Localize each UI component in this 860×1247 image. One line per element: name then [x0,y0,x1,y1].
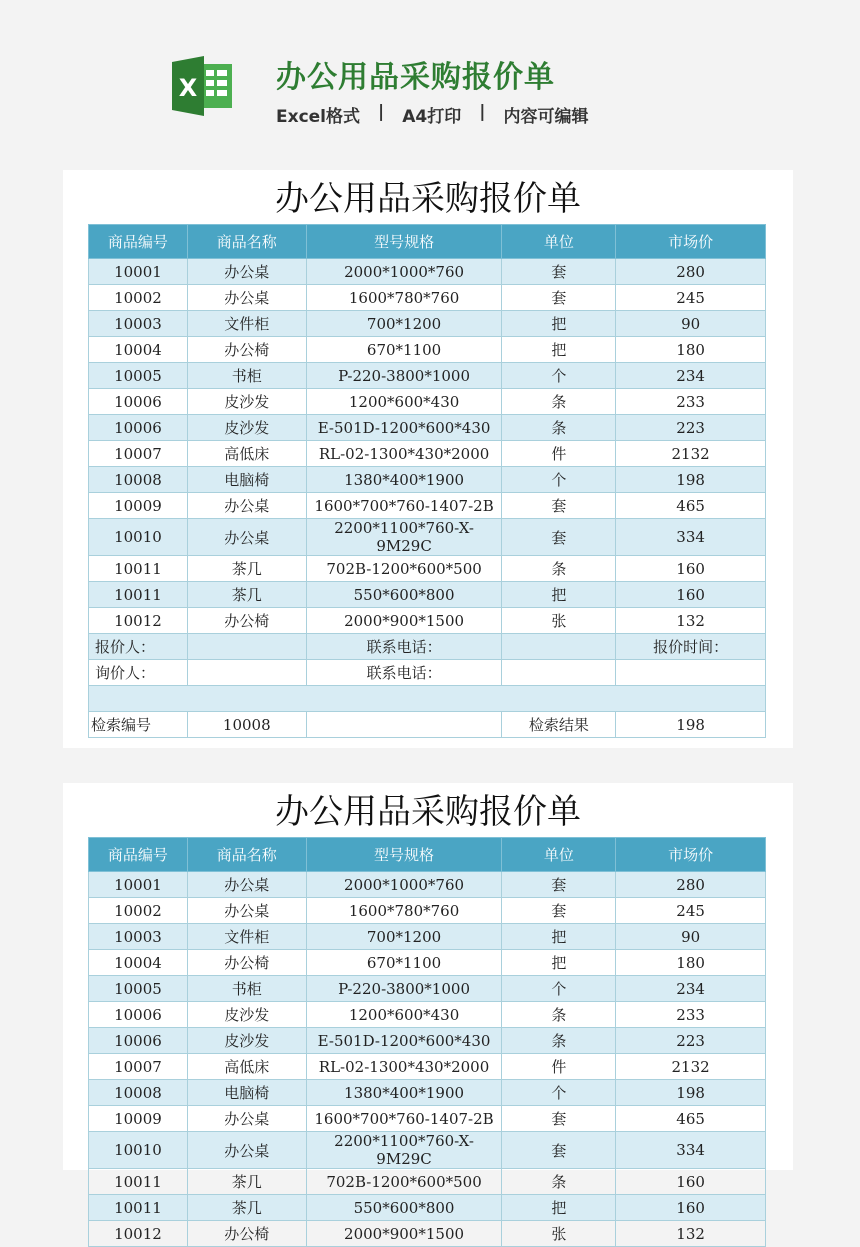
column-header: 商品编号 [89,838,188,872]
table-cell: 234 [616,976,766,1002]
table-cell: 670*1100 [306,337,502,363]
table-cell: RL-02-1300*430*2000 [306,441,502,467]
table-row [89,259,766,285]
tag-format: Excel格式 [276,107,361,127]
table-cell: 465 [616,1106,766,1132]
table-cell: 办公椅 [187,337,306,363]
table-cell: 条 [502,415,616,441]
table-cell: 334 [616,1132,766,1169]
sheet-title: 办公用品采购报价单 [275,792,581,832]
table-cell: 书柜 [187,976,306,1002]
table-cell: 套 [502,898,616,924]
table-row [89,582,766,608]
table-row [89,441,766,467]
sheet-preview-1 [63,170,793,748]
table-cell: 280 [616,872,766,898]
table-cell: 办公桌 [187,1132,306,1169]
table-cell: 皮沙发 [187,1002,306,1028]
column-header: 型号规格 [306,225,502,259]
table-row [89,415,766,441]
quoter-label: 报价人： [89,634,188,660]
table-row [89,519,766,556]
table-cell: 套 [502,1106,616,1132]
table-cell: 文件柜 [187,311,306,337]
search-value[interactable]: 10008 [187,712,306,738]
table-cell: 334 [616,519,766,556]
search-label: 检索编号 [89,712,188,738]
table-cell: 10006 [89,1028,188,1054]
table-row [89,556,766,582]
table-cell: 10003 [89,311,188,337]
table-row [89,1028,766,1054]
table-cell: 条 [502,1002,616,1028]
table-cell: 办公椅 [187,608,306,634]
result-value: 198 [616,712,766,738]
table-cell: 办公桌 [187,1106,306,1132]
table-cell: 160 [616,1169,766,1195]
table-cell: P-220-3800*1000 [306,976,502,1002]
table-cell: 10004 [89,950,188,976]
table-cell: 皮沙发 [187,1028,306,1054]
table-cell: 套 [502,1132,616,1169]
table-cell: 2000*1000*760 [306,872,502,898]
table-cell: 10009 [89,1106,188,1132]
table-cell: 10010 [89,519,188,556]
table-cell: 文件柜 [187,924,306,950]
table-row [89,1002,766,1028]
table-cell: 2000*900*1500 [306,1221,502,1247]
column-header: 商品名称 [187,225,306,259]
table-cell: 办公桌 [187,493,306,519]
table-row [89,285,766,311]
table-cell: 223 [616,415,766,441]
table-cell: 10005 [89,363,188,389]
table-cell: 茶几 [187,556,306,582]
table-cell: 234 [616,363,766,389]
table-row [89,311,766,337]
table-row [89,950,766,976]
excel-logo-icon [170,56,234,116]
table-row [89,608,766,634]
table-cell: 高低床 [187,1054,306,1080]
table-cell: 198 [616,467,766,493]
table-cell: 办公桌 [187,519,306,556]
table-row [89,872,766,898]
quoter-row [89,634,766,660]
table-cell: 件 [502,441,616,467]
table-cell: 160 [616,556,766,582]
table-cell: 2132 [616,1054,766,1080]
table-cell: 电脑椅 [187,467,306,493]
table-cell: 1380*400*1900 [306,1080,502,1106]
table-row [89,1106,766,1132]
table-row [89,493,766,519]
column-header: 型号规格 [306,838,502,872]
table-cell: 2200*1100*760-X-9M29C [306,519,502,556]
table-cell: 10008 [89,467,188,493]
table-cell: 茶几 [187,582,306,608]
table-cell: 702B-1200*600*500 [306,556,502,582]
table-cell: 10006 [89,389,188,415]
table-row [89,337,766,363]
table-cell: 1200*600*430 [306,389,502,415]
table-cell: 1200*600*430 [306,1002,502,1028]
table-cell: 702B-1200*600*500 [306,1169,502,1195]
table-cell: 把 [502,950,616,976]
quote-table [88,224,766,738]
inquirer-label: 询价人： [89,660,188,686]
table-cell: 10006 [89,1002,188,1028]
table-cell: 198 [616,1080,766,1106]
table-cell: 办公椅 [187,1221,306,1247]
table-cell: 个 [502,1080,616,1106]
result-label: 检索结果 [502,712,616,738]
column-header: 单位 [502,838,616,872]
phone-label-2: 联系电话： [306,660,502,686]
table-cell: 2000*900*1500 [306,608,502,634]
table-cell: 550*600*800 [306,1195,502,1221]
table-cell: E-501D-1200*600*430 [306,415,502,441]
table-cell: 10007 [89,1054,188,1080]
table-cell: P-220-3800*1000 [306,363,502,389]
table-cell: 张 [502,1221,616,1247]
column-header: 市场价 [616,225,766,259]
table-cell: 10002 [89,898,188,924]
table-cell: 条 [502,389,616,415]
table-cell: 张 [502,608,616,634]
table-row [89,389,766,415]
table-cell: 10011 [89,582,188,608]
table-row [89,898,766,924]
table-cell: 180 [616,950,766,976]
table-cell: 10003 [89,924,188,950]
table-cell: 条 [502,1028,616,1054]
inquirer-row [89,660,766,686]
table-cell: 10009 [89,493,188,519]
table-cell: 套 [502,872,616,898]
table-cell: 书柜 [187,363,306,389]
table-cell: 1600*700*760-1407-2B [306,1106,502,1132]
table-cell: 套 [502,519,616,556]
table-cell: 132 [616,1221,766,1247]
phone-label: 联系电话： [306,634,502,660]
table-cell: 10002 [89,285,188,311]
table-cell: 套 [502,259,616,285]
table-cell: 电脑椅 [187,1080,306,1106]
table-cell: 茶几 [187,1169,306,1195]
table-cell: 10007 [89,441,188,467]
table-cell: 把 [502,311,616,337]
table-cell: 2132 [616,441,766,467]
table-row [89,1080,766,1106]
table-cell: 10001 [89,259,188,285]
table-cell: 132 [616,608,766,634]
table-cell: 223 [616,1028,766,1054]
table-cell: 办公桌 [187,259,306,285]
feature-tags [276,102,588,127]
table-cell: 条 [502,556,616,582]
table-cell: 10006 [89,415,188,441]
column-header: 市场价 [616,838,766,872]
table-cell: 件 [502,1054,616,1080]
table-cell: 把 [502,337,616,363]
table-cell: 233 [616,1002,766,1028]
table-row [89,976,766,1002]
table-cell: 10012 [89,1221,188,1247]
table-cell: 10012 [89,608,188,634]
table-cell: 办公桌 [187,898,306,924]
table-cell: 茶几 [187,1195,306,1221]
table-row [89,924,766,950]
table-cell: 10011 [89,556,188,582]
table-cell: 10011 [89,1169,188,1195]
table-cell: 办公桌 [187,285,306,311]
table-cell: 10001 [89,872,188,898]
blank-row [89,686,766,712]
table-cell: E-501D-1200*600*430 [306,1028,502,1054]
quote-table [88,837,766,1247]
table-cell: 个 [502,467,616,493]
table-cell: 10008 [89,1080,188,1106]
table-cell: 办公桌 [187,872,306,898]
table-row [89,1195,766,1221]
table-cell: 700*1200 [306,924,502,950]
table-cell: 10011 [89,1195,188,1221]
separator: | [479,102,486,122]
table-cell: 2000*1000*760 [306,259,502,285]
column-header: 商品编号 [89,225,188,259]
table-row [89,363,766,389]
table-cell: 10005 [89,976,188,1002]
table-cell: 700*1200 [306,311,502,337]
table-cell: 个 [502,363,616,389]
table-row [89,1221,766,1247]
tag-print: A4打印 [402,107,462,127]
table-cell: 套 [502,493,616,519]
table-cell: 550*600*800 [306,582,502,608]
table-row [89,467,766,493]
table-cell: 1600*780*760 [306,898,502,924]
separator: | [378,102,385,122]
column-header: 商品名称 [187,838,306,872]
quote-time-label: 报价时间： [616,634,766,660]
table-cell: 把 [502,924,616,950]
table-cell: 条 [502,1169,616,1195]
table-cell: 套 [502,285,616,311]
table-cell: 把 [502,582,616,608]
table-cell: 465 [616,493,766,519]
page-title: 办公用品采购报价单 [276,60,555,95]
table-cell: 1380*400*1900 [306,467,502,493]
table-cell: 160 [616,1195,766,1221]
sheet-preview-2 [63,783,793,1243]
table-cell: 1600*780*760 [306,285,502,311]
table-cell: 670*1100 [306,950,502,976]
table-cell: 10004 [89,337,188,363]
table-cell: RL-02-1300*430*2000 [306,1054,502,1080]
table-cell: 160 [616,582,766,608]
table-cell: 245 [616,285,766,311]
table-row [89,1169,766,1195]
table-row [89,1132,766,1169]
column-header: 单位 [502,225,616,259]
table-cell: 个 [502,976,616,1002]
table-cell: 高低床 [187,441,306,467]
table-cell: 皮沙发 [187,415,306,441]
table-cell: 2200*1100*760-X-9M29C [306,1132,502,1169]
svg-text:X: X [178,74,198,102]
table-cell: 280 [616,259,766,285]
table-cell: 180 [616,337,766,363]
table-cell: 90 [616,924,766,950]
sheet-title: 办公用品采购报价单 [275,179,581,219]
table-cell: 办公椅 [187,950,306,976]
search-row [89,712,766,738]
table-cell: 10010 [89,1132,188,1169]
table-row [89,1054,766,1080]
table-cell: 把 [502,1195,616,1221]
table-cell: 90 [616,311,766,337]
tag-editable: 内容可编辑 [503,107,589,127]
table-cell: 皮沙发 [187,389,306,415]
table-cell: 1600*700*760-1407-2B [306,493,502,519]
table-cell: 233 [616,389,766,415]
table-cell: 245 [616,898,766,924]
